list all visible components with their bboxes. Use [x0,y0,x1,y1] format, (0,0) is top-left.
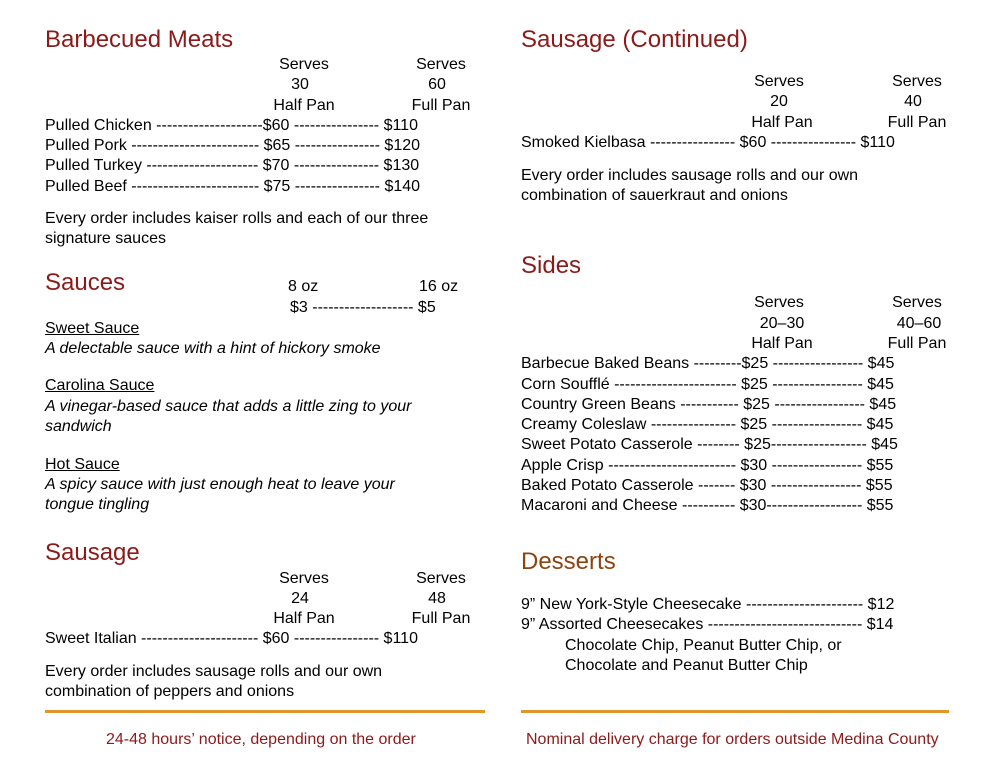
sauce-desc: A spicy sauce with just enough heat to leave your [45,476,395,493]
sausage-col2-pan: Full Pan [411,610,471,627]
sauce-desc: A vinegar-based sauce that adds a little zing to your [45,398,412,415]
bbq-note: signature sauces [45,230,166,247]
footer-notice: 24-48 hours’ notice, depending on the order [106,731,416,748]
bbq-col2-serves: Serves [416,56,466,73]
menu-item: Sweet Potato Casserole -------- $25------------------ $45 [521,436,898,453]
sauces-size-large: 16 oz [419,278,459,295]
dessert-flavors: Chocolate and Peanut Butter Chip [565,657,808,674]
menu-item: Baked Potato Casserole ------- $30 ----------------- $55 [521,477,893,494]
sausage2-col1-pan: Half Pan [751,114,813,131]
sides-title: Sides [521,252,582,279]
sausage2-col1-serves: Serves [754,73,804,90]
menu-item: Pulled Chicken --------------------$60 ---------------- $110 [45,117,418,134]
bbq-note: Every order includes kaiser rolls and each of our three [45,210,429,227]
menu-item: Pulled Turkey --------------------- $70 ---------------- $130 [45,157,420,174]
sides-col2-pan: Full Pan [887,335,947,352]
sides-col2-qty: 40–60 [896,315,942,332]
dessert-flavors: Chocolate Chip, Peanut Butter Chip, or [565,637,842,654]
sides-col1-serves: Serves [754,294,804,311]
sausage-col1-serves: Serves [279,570,329,587]
sausage2-col2-serves: Serves [892,73,942,90]
menu-item: Country Green Beans ----------- $25 ----------------- $45 [521,396,897,413]
sausage-col1-qty: 24 [291,590,309,607]
bbq-col2-pan: Full Pan [411,97,471,114]
sausage-col2-serves: Serves [416,570,466,587]
sauce-desc: tongue tingling [45,496,150,513]
sausage-col2-qty: 48 [428,590,446,607]
menu-item: Smoked Kielbasa ---------------- $60 ---------------- $110 [521,134,895,151]
sauce-desc: sandwich [45,418,112,435]
footer-divider [45,710,485,713]
sauces-price: $3 ------------------- $5 [290,299,436,316]
bbq-title: Barbecued Meats [45,26,234,53]
desserts-title: Desserts [521,548,616,575]
sauces-size-small: 8 oz [288,278,319,295]
menu-item: Macaroni and Cheese ---------- $30------------------ $55 [521,497,894,514]
sausage2-note: combination of sauerkraut and onions [521,187,788,204]
sides-col2-serves: Serves [892,294,942,311]
sausage-note: combination of peppers and onions [45,683,295,700]
menu-item: 9” New York-Style Cheesecake ---------------------- $12 [521,596,895,613]
sauce-name: Sweet Sauce [45,320,140,337]
sausage2-col1-qty: 20 [770,93,788,110]
sauce-name: Hot Sauce [45,456,120,473]
sausage2-note: Every order includes sausage rolls and our own [521,167,859,184]
sausage-note: Every order includes sausage rolls and our own [45,663,383,680]
sausage-title: Sausage [45,539,140,566]
footer-delivery-note: Nominal delivery charge for orders outside Medina County [526,731,939,748]
bbq-col1-serves: Serves [279,56,329,73]
menu-item: Sweet Italian ---------------------- $60 ---------------- $110 [45,630,418,647]
bbq-col2-qty: 60 [428,76,446,93]
menu-item: Barbecue Baked Beans ---------$25 ----------------- $45 [521,355,895,372]
sausage-col1-pan: Half Pan [273,610,335,627]
menu-item: 9” Assorted Cheesecakes ----------------------------- $14 [521,616,894,633]
menu-item: Pulled Pork ------------------------ $65 ---------------- $120 [45,137,421,154]
menu-item: Pulled Beef ------------------------ $75 ---------------- $140 [45,178,421,195]
menu-item: Apple Crisp ------------------------ $30 ----------------- $55 [521,457,894,474]
sauce-name: Carolina Sauce [45,377,155,394]
sides-col1-pan: Half Pan [751,335,813,352]
sauces-title: Sauces [45,269,126,296]
sausage-continued-title: Sausage (Continued) [521,26,748,53]
footer-divider [521,710,949,713]
sausage2-col2-qty: 40 [904,93,922,110]
bbq-col1-qty: 30 [291,76,309,93]
menu-item: Creamy Coleslaw ---------------- $25 ----------------- $45 [521,416,894,433]
bbq-col1-pan: Half Pan [273,97,335,114]
menu-item: Corn Soufflé ----------------------- $25 ----------------- $45 [521,376,894,393]
sausage2-col2-pan: Full Pan [887,114,947,131]
sides-col1-qty: 20–30 [759,315,805,332]
sauce-desc: A delectable sauce with a hint of hickory smoke [45,340,381,357]
